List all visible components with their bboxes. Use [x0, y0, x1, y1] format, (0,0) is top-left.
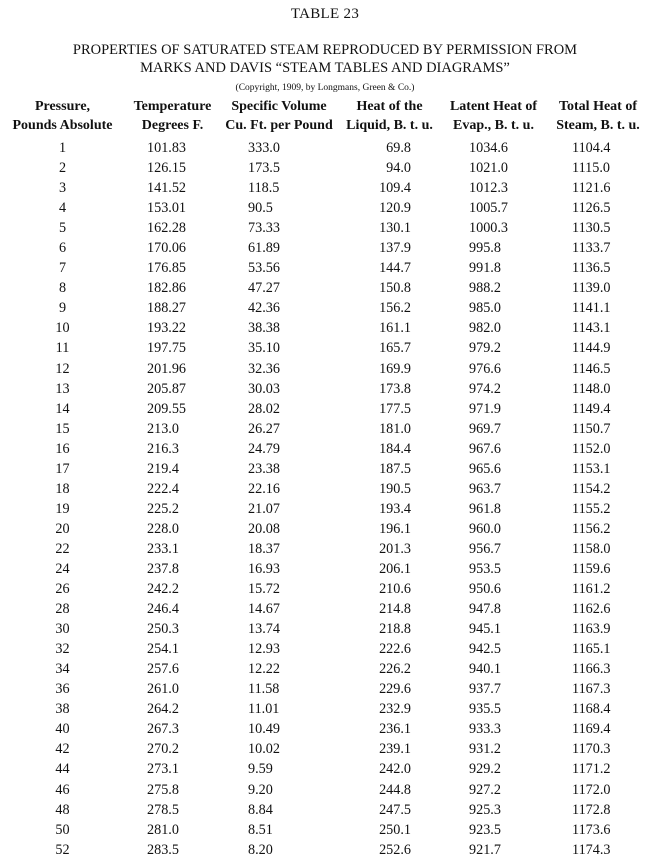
header-total-heat: Total Heat of [558, 99, 638, 114]
heat-liquid-cell: 226.2 [379, 661, 411, 678]
specific-volume-cell: 14.67 [248, 601, 280, 618]
heat-liquid-cell: 190.5 [379, 480, 411, 497]
specific-volume-cell: 28.02 [248, 400, 280, 417]
latent-heat-cell: 937.7 [469, 681, 501, 698]
pressure-cell: 11 [55, 340, 70, 357]
latent-heat-cell: 929.2 [469, 761, 501, 778]
pressure-cell: 16 [55, 440, 70, 457]
pressure-cell: 46 [55, 781, 70, 798]
heat-liquid-cell: 181.0 [379, 420, 411, 437]
header-pressure-unit: Pounds Absolute [12, 118, 113, 133]
pressure-cell: 22 [55, 540, 70, 557]
total-heat-cell: 1139.0 [572, 280, 611, 297]
temperature-cell: 257.6 [147, 661, 179, 678]
heat-liquid-cell: 239.1 [379, 741, 411, 758]
latent-heat-cell: 1000.3 [469, 220, 509, 237]
table-row [0, 459, 650, 479]
table-row [0, 759, 650, 779]
heat-liquid-cell: 201.3 [379, 540, 411, 557]
specific-volume-cell: 73.33 [248, 220, 280, 237]
specific-volume-cell: 30.03 [248, 380, 280, 397]
total-heat-cell: 1162.6 [572, 601, 611, 618]
temperature-cell: 141.52 [147, 180, 187, 197]
latent-heat-cell: 967.6 [469, 440, 501, 457]
latent-heat-cell: 985.0 [469, 300, 501, 317]
table-title [0, 41, 650, 77]
pressure-cell: 4 [58, 200, 67, 217]
latent-heat-cell: 925.3 [469, 801, 501, 818]
table-row [0, 158, 650, 178]
total-heat-cell: 1172.0 [572, 781, 611, 798]
table-row [0, 178, 650, 198]
table-row [0, 419, 650, 439]
specific-volume-cell: 47.27 [248, 280, 280, 297]
specific-volume-cell: 12.93 [248, 641, 280, 658]
total-heat-cell: 1165.1 [572, 641, 611, 658]
temperature-cell: 273.1 [147, 761, 179, 778]
pressure-cell: 24 [55, 561, 70, 577]
heat-liquid-cell: 69.8 [386, 140, 411, 157]
heat-liquid-cell: 177.5 [379, 400, 411, 417]
latent-heat-cell: 969.7 [469, 420, 501, 437]
temperature-cell: 250.3 [147, 621, 179, 638]
latent-heat-cell: 979.2 [469, 340, 501, 357]
header-heat-liquid-unit: Liquid, B. t. u. [346, 118, 433, 133]
total-heat-cell: 1153.1 [572, 460, 611, 477]
pressure-cell: 50 [55, 821, 70, 838]
total-heat-cell: 1149.4 [572, 400, 611, 417]
temperature-cell: 281.0 [147, 821, 179, 838]
pressure-cell: 5 [58, 220, 67, 237]
table-row [0, 739, 650, 759]
specific-volume-cell: 11.58 [248, 681, 280, 698]
temperature-cell: 126.15 [147, 160, 187, 177]
specific-volume-cell: 61.89 [248, 240, 280, 257]
heat-liquid-cell: 242.0 [379, 761, 411, 778]
table-row [0, 599, 650, 619]
total-heat-cell: 1152.0 [572, 440, 611, 457]
total-heat-cell: 1130.5 [572, 220, 611, 237]
total-heat-cell: 1154.2 [572, 480, 611, 497]
header-latent-heat: Latent Heat of [449, 99, 538, 114]
total-heat-cell: 1169.4 [572, 721, 611, 738]
table-row [0, 579, 650, 599]
specific-volume-cell: 16.93 [248, 561, 280, 577]
temperature-cell: 153.01 [147, 200, 187, 217]
temperature-cell: 209.55 [147, 400, 187, 417]
latent-heat-cell: 971.9 [469, 400, 501, 417]
temperature-cell: 267.3 [147, 721, 179, 738]
header-row-2 [0, 116, 650, 138]
temperature-cell: 278.5 [147, 801, 179, 818]
title-line-1: PROPERTIES OF SATURATED STEAM REPRODUCED BY PERMISSION FROM [72, 42, 578, 58]
latent-heat-cell: 935.5 [469, 701, 501, 718]
pressure-cell: 34 [55, 661, 70, 678]
table-row [0, 298, 650, 318]
heat-liquid-cell: 229.6 [379, 681, 411, 698]
heat-liquid-cell: 137.9 [379, 240, 411, 257]
total-heat-cell: 1163.9 [572, 621, 611, 638]
latent-heat-cell: 988.2 [469, 280, 501, 297]
specific-volume-cell: 13.74 [248, 621, 280, 638]
table-row [0, 238, 650, 258]
specific-volume-cell: 35.10 [248, 340, 280, 357]
table-body [0, 138, 650, 860]
temperature-cell: 193.22 [147, 320, 187, 337]
heat-liquid-cell: 206.1 [379, 561, 411, 577]
latent-heat-cell: 991.8 [469, 260, 501, 277]
table-row [0, 679, 650, 699]
total-heat-cell: 1121.6 [572, 180, 611, 197]
temperature-cell: 170.06 [147, 240, 187, 257]
pressure-cell: 3 [58, 180, 67, 197]
heat-liquid-cell: 187.5 [379, 460, 411, 477]
heat-liquid-cell: 94.0 [386, 160, 411, 177]
heat-liquid-cell: 184.4 [379, 440, 411, 457]
temperature-cell: 237.8 [147, 561, 179, 577]
table-row [0, 539, 650, 559]
copyright-note: (Copyright, 1909, by Longmans, Green & Co.) [235, 83, 415, 93]
total-heat-cell: 1170.3 [572, 741, 611, 758]
pressure-cell: 40 [55, 721, 70, 738]
table-row [0, 439, 650, 459]
latent-heat-cell: 1034.6 [469, 140, 509, 157]
table-row [0, 479, 650, 499]
temperature-cell: 264.2 [147, 701, 179, 718]
latent-heat-cell: 947.8 [469, 601, 501, 618]
heat-liquid-cell: 218.8 [379, 621, 411, 638]
temperature-cell: 188.27 [147, 300, 187, 317]
specific-volume-cell: 90.5 [248, 200, 273, 217]
heat-liquid-cell: 244.8 [379, 781, 411, 798]
title-line-2: MARKS AND DAVIS “STEAM TABLES AND DIAGRAMS” [140, 60, 510, 76]
pressure-cell: 13 [55, 380, 70, 397]
total-heat-cell: 1133.7 [572, 240, 611, 257]
pressure-cell: 48 [55, 801, 70, 818]
specific-volume-cell: 8.51 [248, 821, 273, 838]
pressure-cell: 8 [58, 280, 67, 297]
heat-liquid-cell: 165.7 [379, 340, 411, 357]
temperature-cell: 216.3 [147, 440, 179, 457]
pressure-cell: 7 [58, 260, 67, 277]
temperature-cell: 205.87 [147, 380, 187, 397]
table-row [0, 318, 650, 338]
latent-heat-cell: 945.1 [469, 621, 501, 638]
specific-volume-cell: 22.16 [248, 480, 280, 497]
latent-heat-cell: 931.2 [469, 741, 501, 758]
header-specific-volume-unit: Cu. Ft. per Pound [225, 118, 333, 133]
pressure-cell: 17 [55, 460, 70, 477]
table-row [0, 258, 650, 278]
latent-heat-cell: 960.0 [469, 520, 501, 537]
specific-volume-cell: 38.38 [248, 320, 280, 337]
latent-heat-cell: 995.8 [469, 240, 501, 257]
pressure-cell: 12 [55, 360, 70, 377]
temperature-cell: 261.0 [147, 681, 179, 698]
pressure-cell: 44 [55, 761, 70, 778]
temperature-cell: 228.0 [147, 520, 179, 537]
heat-liquid-cell: 156.2 [379, 300, 411, 317]
heat-liquid-cell: 144.7 [379, 260, 411, 277]
heat-liquid-cell: 232.9 [379, 701, 411, 718]
header-specific-volume: Specific Volume [231, 99, 327, 114]
specific-volume-cell: 23.38 [248, 460, 280, 477]
latent-heat-cell: 927.2 [469, 781, 501, 798]
specific-volume-cell: 118.5 [248, 180, 280, 197]
specific-volume-cell: 18.37 [248, 540, 280, 557]
table-row [0, 359, 650, 379]
specific-volume-cell: 53.56 [248, 260, 280, 277]
heat-liquid-cell: 214.8 [379, 601, 411, 618]
latent-heat-cell: 933.3 [469, 721, 501, 738]
pressure-cell: 19 [55, 500, 70, 517]
heat-liquid-cell: 109.4 [379, 180, 411, 197]
total-heat-cell: 1104.4 [572, 140, 611, 157]
header-latent-heat-unit: Evap., B. t. u. [453, 118, 534, 133]
steam-table [0, 97, 650, 860]
latent-heat-cell: 976.6 [469, 360, 501, 377]
heat-liquid-cell: 169.9 [379, 360, 411, 377]
pressure-cell: 28 [55, 601, 70, 618]
total-heat-cell: 1159.6 [572, 561, 611, 577]
header-total-heat-unit: Steam, B. t. u. [556, 118, 640, 133]
temperature-cell: 182.86 [147, 280, 187, 297]
total-heat-cell: 1146.5 [572, 360, 611, 377]
pressure-cell: 1 [58, 140, 67, 157]
pressure-cell: 52 [55, 841, 70, 858]
specific-volume-cell: 10.49 [248, 721, 280, 738]
table-row [0, 699, 650, 719]
specific-volume-cell: 333.0 [248, 140, 280, 157]
specific-volume-cell: 24.79 [248, 440, 280, 457]
heat-liquid-cell: 173.8 [379, 380, 411, 397]
heat-liquid-cell: 120.9 [379, 200, 411, 217]
temperature-cell: 197.75 [147, 340, 187, 357]
temperature-cell: 162.28 [147, 220, 187, 237]
header-row-1 [0, 97, 650, 116]
temperature-cell: 270.2 [147, 741, 179, 758]
total-heat-cell: 1141.1 [572, 300, 611, 317]
specific-volume-cell: 9.20 [248, 781, 273, 798]
pressure-cell: 36 [55, 681, 70, 698]
pressure-cell: 9 [58, 300, 67, 317]
temperature-cell: 233.1 [147, 540, 179, 557]
table-row [0, 499, 650, 519]
latent-heat-cell: 942.5 [469, 641, 501, 658]
table-row [0, 218, 650, 238]
latent-heat-cell: 923.5 [469, 821, 501, 838]
table-row [0, 619, 650, 639]
total-heat-cell: 1173.6 [572, 821, 611, 838]
specific-volume-cell: 10.02 [248, 741, 280, 758]
table-row [0, 519, 650, 539]
temperature-cell: 246.4 [147, 601, 179, 618]
latent-heat-cell: 982.0 [469, 320, 501, 337]
temperature-cell: 219.4 [147, 460, 179, 477]
table-row [0, 820, 650, 840]
latent-heat-cell: 963.7 [469, 480, 501, 497]
table-number: TABLE 23 [290, 6, 360, 22]
total-heat-cell: 1126.5 [572, 200, 611, 217]
total-heat-cell: 1143.1 [572, 320, 611, 337]
table-header [0, 97, 650, 138]
table-row [0, 659, 650, 679]
table-row [0, 338, 650, 358]
table-row [0, 780, 650, 800]
specific-volume-cell: 173.5 [248, 160, 280, 177]
latent-heat-cell: 953.5 [469, 561, 501, 577]
specific-volume-cell: 9.59 [248, 761, 273, 778]
header-temperature: Temperature [133, 99, 212, 114]
pressure-cell: 10 [55, 320, 70, 337]
heat-liquid-cell: 252.6 [379, 841, 411, 858]
table-row [0, 840, 650, 860]
header-temperature-unit: Degrees F. [141, 118, 204, 133]
pressure-cell: 20 [55, 520, 70, 537]
pressure-cell: 42 [55, 741, 70, 758]
heat-liquid-cell: 150.8 [379, 280, 411, 297]
table-row [0, 639, 650, 659]
specific-volume-cell: 8.84 [248, 801, 273, 818]
latent-heat-cell: 965.6 [469, 460, 501, 477]
pressure-cell: 18 [55, 480, 70, 497]
temperature-cell: 222.4 [147, 480, 179, 497]
total-heat-cell: 1136.5 [572, 260, 611, 277]
temperature-cell: 242.2 [147, 581, 179, 598]
latent-heat-cell: 1012.3 [469, 180, 509, 197]
header-heat-liquid: Heat of the [356, 99, 423, 114]
specific-volume-cell: 20.08 [248, 520, 280, 537]
pressure-cell: 14 [55, 400, 70, 417]
latent-heat-cell: 1005.7 [469, 200, 509, 217]
heat-liquid-cell: 250.1 [379, 821, 411, 838]
temperature-cell: 201.96 [147, 360, 187, 377]
total-heat-cell: 1148.0 [572, 380, 611, 397]
total-heat-cell: 1150.7 [572, 420, 611, 437]
total-heat-cell: 1158.0 [572, 540, 611, 557]
total-heat-cell: 1155.2 [572, 500, 611, 517]
specific-volume-cell: 32.36 [248, 360, 280, 377]
heat-liquid-cell: 196.1 [379, 520, 411, 537]
total-heat-cell: 1174.3 [572, 841, 611, 858]
specific-volume-cell: 8.20 [248, 841, 273, 858]
table-row [0, 278, 650, 298]
total-heat-cell: 1168.4 [572, 701, 611, 718]
latent-heat-cell: 1021.0 [469, 160, 509, 177]
table-row [0, 399, 650, 419]
latent-heat-cell: 961.8 [469, 500, 501, 517]
table-row [0, 198, 650, 218]
total-heat-cell: 1172.8 [572, 801, 611, 818]
temperature-cell: 225.2 [147, 500, 179, 517]
heat-liquid-cell: 210.6 [379, 581, 411, 598]
heat-liquid-cell: 161.1 [379, 320, 411, 337]
temperature-cell: 213.0 [147, 420, 179, 437]
specific-volume-cell: 42.36 [248, 300, 280, 317]
table-row [0, 800, 650, 820]
pressure-cell: 26 [55, 581, 70, 598]
table-row [0, 719, 650, 739]
latent-heat-cell: 940.1 [469, 661, 501, 678]
pressure-cell: 15 [55, 420, 70, 437]
heat-liquid-cell: 222.6 [379, 641, 411, 658]
latent-heat-cell: 956.7 [469, 540, 501, 557]
pressure-cell: 30 [55, 621, 70, 638]
temperature-cell: 283.5 [147, 841, 179, 858]
specific-volume-cell: 26.27 [248, 420, 280, 437]
total-heat-cell: 1156.2 [572, 520, 611, 537]
header-pressure: Pressure, [34, 99, 91, 114]
pressure-cell: 2 [58, 160, 67, 177]
total-heat-cell: 1161.2 [572, 581, 611, 598]
specific-volume-cell: 12.22 [248, 661, 280, 678]
specific-volume-cell: 11.01 [248, 701, 280, 718]
latent-heat-cell: 921.7 [469, 841, 501, 858]
total-heat-cell: 1115.0 [572, 160, 610, 177]
temperature-cell: 254.1 [147, 641, 179, 658]
table-row [0, 379, 650, 399]
total-heat-cell: 1166.3 [572, 661, 611, 678]
heat-liquid-cell: 130.1 [379, 220, 411, 237]
heat-liquid-cell: 247.5 [379, 801, 411, 818]
total-heat-cell: 1171.2 [572, 761, 611, 778]
pressure-cell: 6 [58, 240, 67, 257]
specific-volume-cell: 21.07 [248, 500, 280, 517]
pressure-cell: 32 [55, 641, 70, 658]
temperature-cell: 101.83 [147, 140, 187, 157]
specific-volume-cell: 15.72 [248, 581, 280, 598]
total-heat-cell: 1144.9 [572, 340, 611, 357]
pressure-cell: 38 [55, 701, 70, 718]
latent-heat-cell: 950.6 [469, 581, 501, 598]
total-heat-cell: 1167.3 [572, 681, 611, 698]
table-row [0, 138, 650, 158]
temperature-cell: 275.8 [147, 781, 179, 798]
latent-heat-cell: 974.2 [469, 380, 501, 397]
heat-liquid-cell: 193.4 [379, 500, 411, 517]
temperature-cell: 176.85 [147, 260, 187, 277]
table-row [0, 559, 650, 579]
heat-liquid-cell: 236.1 [379, 721, 411, 738]
